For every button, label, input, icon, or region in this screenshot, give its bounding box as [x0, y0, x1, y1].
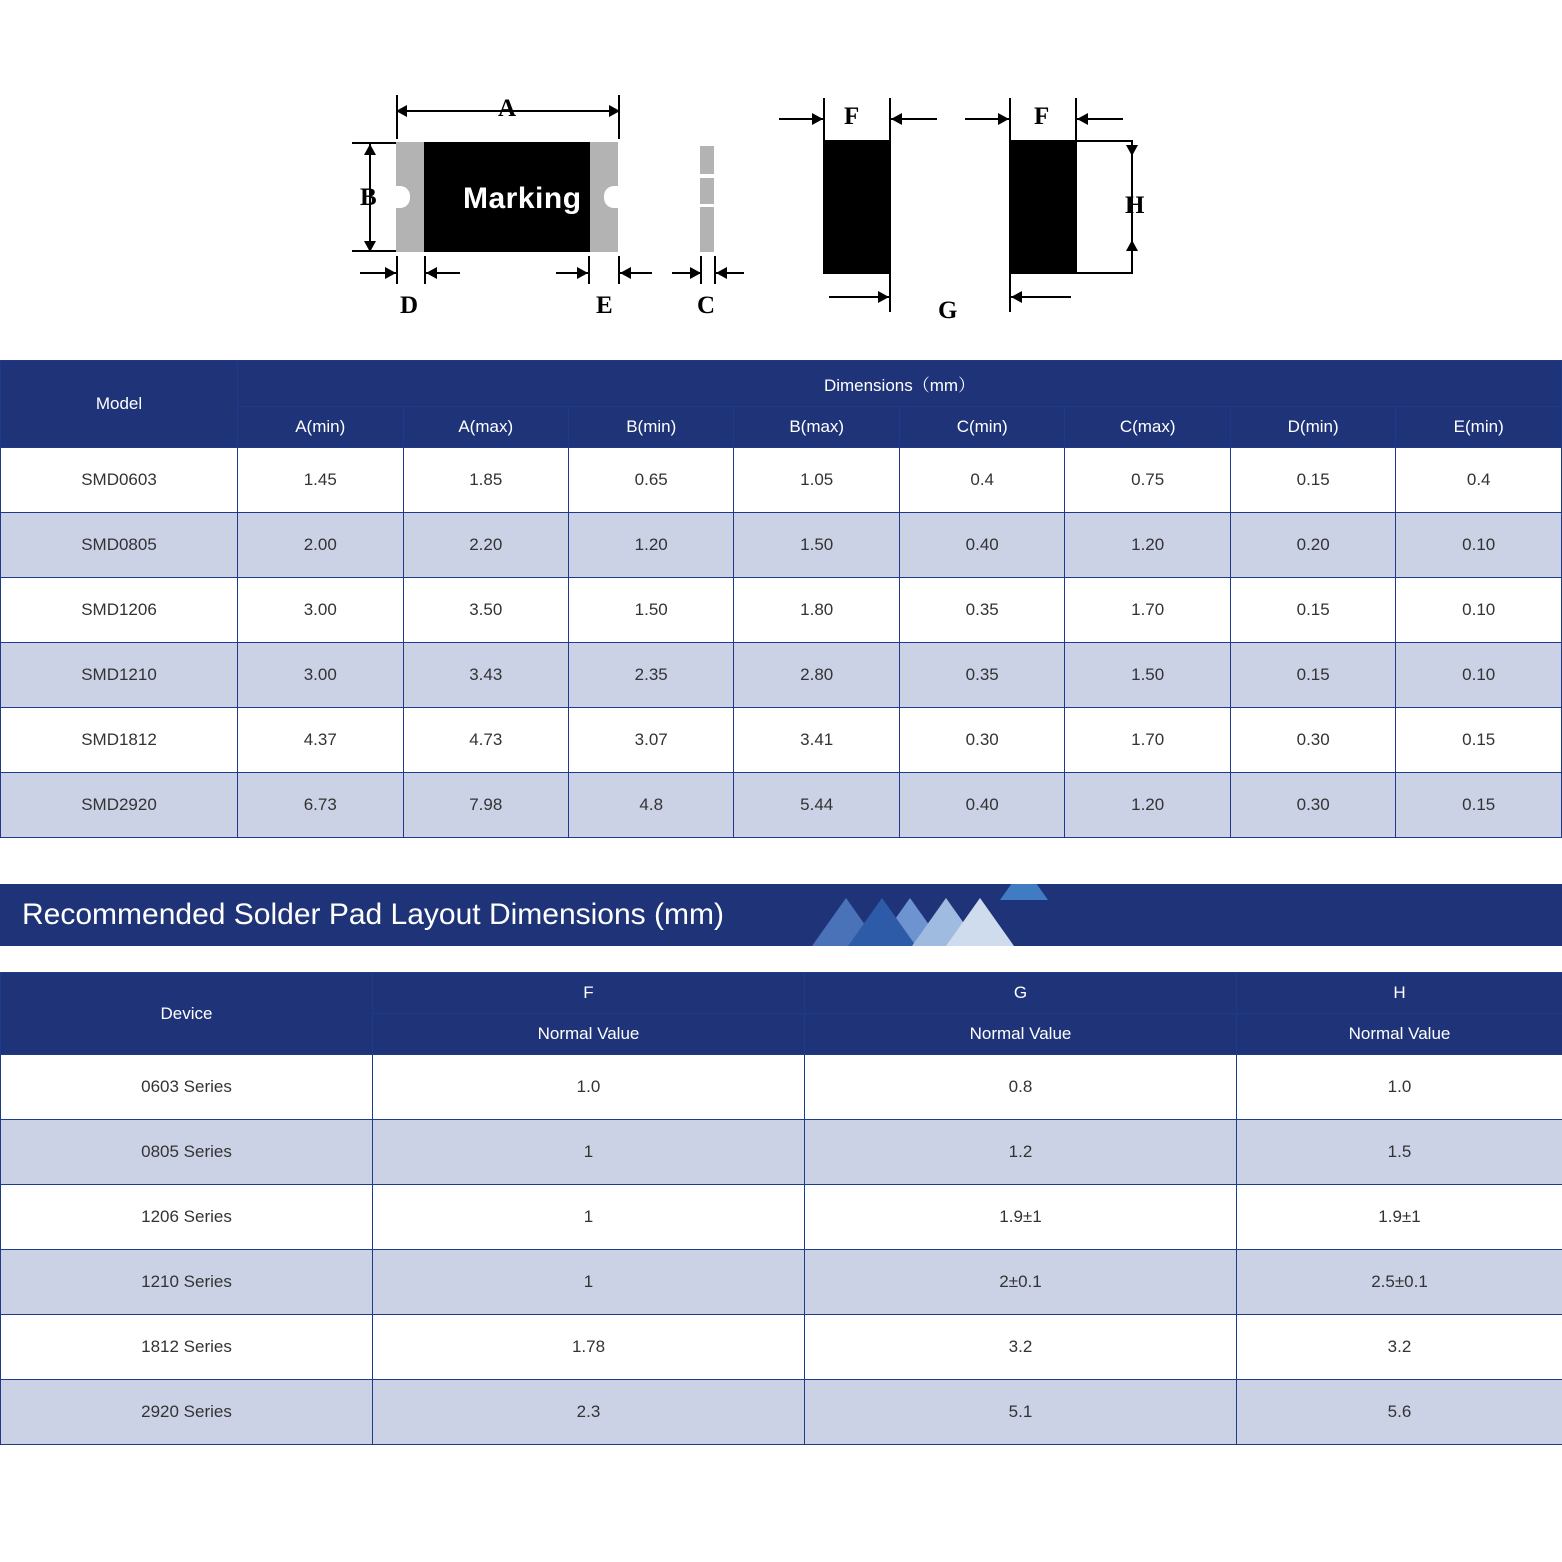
cell-value: 3.00 [238, 643, 403, 708]
cell-value: 2±0.1 [805, 1250, 1237, 1315]
th-d-min: D(min) [1230, 407, 1395, 448]
arrow-g-right-icon [878, 291, 889, 303]
th-c-min: C(min) [899, 407, 1064, 448]
cell-model: SMD1812 [1, 708, 238, 773]
package-drawing [0, 0, 1562, 360]
cell-device: 0805 Series [1, 1120, 373, 1185]
ext-line-g-left [889, 274, 891, 312]
cell-value: 1 [373, 1185, 805, 1250]
arrow-h-down-icon [1126, 145, 1138, 156]
cell-value: 0.65 [568, 448, 733, 513]
cell-value: 1.20 [1065, 773, 1230, 838]
spacer [0, 838, 1562, 884]
label-g: G [938, 297, 958, 324]
cell-value: 1.78 [373, 1315, 805, 1380]
cell-value: 1.70 [1065, 578, 1230, 643]
side-view-mid [700, 178, 714, 204]
cell-value: 0.10 [1396, 643, 1562, 708]
th-b-max: B(max) [734, 407, 899, 448]
cell-model: SMD1210 [1, 643, 238, 708]
cell-value: 1.2 [805, 1120, 1237, 1185]
th-model: Model [1, 361, 238, 448]
cell-value: 0.15 [1230, 643, 1395, 708]
cell-value: 3.2 [805, 1315, 1237, 1380]
arrow-f2-left-icon [1077, 113, 1088, 125]
cell-value: 1.50 [734, 513, 899, 578]
cell-model: SMD0603 [1, 448, 238, 513]
ext-line-h-top [1077, 140, 1133, 142]
cell-value: 1.50 [568, 578, 733, 643]
th-g-normal: Normal Value [805, 1014, 1237, 1055]
cell-device: 1206 Series [1, 1185, 373, 1250]
label-d: D [400, 292, 419, 319]
th-a-max: A(max) [403, 407, 568, 448]
solder-pad-left [823, 140, 891, 274]
cell-device: 0603 Series [1, 1055, 373, 1120]
side-view-top [700, 146, 714, 174]
table-row [1, 1315, 1562, 1380]
cell-value: 2.35 [568, 643, 733, 708]
ext-line-d-right [396, 256, 398, 284]
cell-value: 1.20 [1065, 513, 1230, 578]
arrow-b-up-icon [364, 144, 376, 155]
cell-value: 6.73 [238, 773, 403, 838]
table-row [1, 773, 1562, 838]
arrow-f1-left-icon [891, 113, 902, 125]
cell-value: 3.2 [1237, 1315, 1562, 1380]
table-row [1, 708, 1562, 773]
arrow-h-up-icon [1126, 240, 1138, 251]
ext-line-a-right [618, 95, 620, 139]
cell-value: 0.35 [899, 643, 1064, 708]
arrow-f1-right-icon [812, 113, 823, 125]
cell-value: 1 [373, 1120, 805, 1185]
cell-value: 0.15 [1396, 708, 1562, 773]
cell-value: 5.6 [1237, 1380, 1562, 1445]
cell-value: 5.44 [734, 773, 899, 838]
label-c: C [697, 292, 716, 319]
ext-line-h-bottom [1077, 272, 1133, 274]
cell-model: SMD2920 [1, 773, 238, 838]
cell-value: 0.15 [1396, 773, 1562, 838]
cell-value: 1.5 [1237, 1120, 1562, 1185]
cell-value: 1.9±1 [805, 1185, 1237, 1250]
cell-value: 0.10 [1396, 513, 1562, 578]
cell-value: 0.8 [805, 1055, 1237, 1120]
spacer [0, 946, 1562, 972]
deco-triangle-icon [1000, 884, 1048, 900]
table-row [1, 1250, 1562, 1315]
th-g: G [805, 973, 1237, 1014]
cell-value: 3.41 [734, 708, 899, 773]
cell-value: 0.4 [899, 448, 1064, 513]
arrow-d-right-icon [385, 267, 396, 279]
th-device: Device [1, 973, 373, 1055]
cell-value: 2.5±0.1 [1237, 1250, 1562, 1315]
section-title: Recommended Solder Pad Layout Dimensions (mm) [22, 898, 724, 931]
cell-value: 5.1 [805, 1380, 1237, 1445]
arrow-a-left-icon [396, 105, 407, 117]
arrow-b-down-icon [364, 241, 376, 252]
th-e-min: E(min) [1396, 407, 1562, 448]
arrow-c-right-icon [690, 267, 701, 279]
cell-value: 0.4 [1396, 448, 1562, 513]
arrow-f2-right-icon [998, 113, 1009, 125]
th-h: H [1237, 973, 1562, 1014]
cell-value: 2.3 [373, 1380, 805, 1445]
cell-value: 3.07 [568, 708, 733, 773]
cell-value: 7.98 [403, 773, 568, 838]
cell-value: 0.40 [899, 773, 1064, 838]
deco-triangle-icon [946, 898, 1014, 946]
table-row [1, 513, 1562, 578]
arrow-e-right-icon [577, 267, 588, 279]
th-dimensions: Dimensions（mm） [238, 361, 1562, 407]
arrow-e-left-icon [620, 267, 631, 279]
cell-model: SMD0805 [1, 513, 238, 578]
ext-line-a-left [396, 95, 398, 139]
solder-pad-right [1009, 140, 1077, 274]
cell-value: 3.43 [403, 643, 568, 708]
cell-value: 0.30 [1230, 773, 1395, 838]
cell-value: 4.73 [403, 708, 568, 773]
th-c-max: C(max) [1065, 407, 1230, 448]
arrow-d-left-icon [426, 267, 437, 279]
deco-triangle-icon [848, 898, 916, 946]
notch-right [604, 186, 618, 208]
th-f: F [373, 973, 805, 1014]
cell-value: 0.20 [1230, 513, 1395, 578]
arrow-a-right-icon [609, 105, 620, 117]
table-row [1, 1380, 1562, 1445]
cell-value: 4.8 [568, 773, 733, 838]
ext-line-e-left [588, 256, 590, 284]
label-f-right: F [1034, 103, 1050, 130]
th-a-min: A(min) [238, 407, 403, 448]
cell-value: 0.15 [1230, 578, 1395, 643]
table-row [1, 1120, 1562, 1185]
label-b: B [360, 184, 377, 211]
cell-device: 1812 Series [1, 1315, 373, 1380]
cell-value: 0.40 [899, 513, 1064, 578]
side-view-bottom [700, 207, 714, 252]
cell-value: 1.45 [238, 448, 403, 513]
table-row [1, 448, 1562, 513]
cell-device: 1210 Series [1, 1250, 373, 1315]
label-a: A [498, 95, 517, 122]
table-row [1, 1055, 1562, 1120]
cell-value: 1 [373, 1250, 805, 1315]
cell-value: 2.00 [238, 513, 403, 578]
th-b-min: B(min) [568, 407, 733, 448]
cell-value: 0.35 [899, 578, 1064, 643]
label-h: H [1125, 192, 1145, 219]
cell-value: 1.80 [734, 578, 899, 643]
cell-value: 1.05 [734, 448, 899, 513]
label-e: E [596, 292, 613, 319]
cell-value: 1.50 [1065, 643, 1230, 708]
cell-value: 0.15 [1230, 448, 1395, 513]
table-row [1, 578, 1562, 643]
label-f-left: F [844, 103, 860, 130]
arrow-g-left-icon [1011, 291, 1022, 303]
cell-value: 4.37 [238, 708, 403, 773]
cell-value: 3.00 [238, 578, 403, 643]
section-banner [0, 884, 1562, 946]
th-f-normal: Normal Value [373, 1014, 805, 1055]
cell-value: 0.75 [1065, 448, 1230, 513]
cell-value: 1.20 [568, 513, 733, 578]
cell-value: 0.30 [1230, 708, 1395, 773]
cell-value: 1.9±1 [1237, 1185, 1562, 1250]
cell-model: SMD1206 [1, 578, 238, 643]
cell-value: 1.0 [373, 1055, 805, 1120]
cell-value: 1.0 [1237, 1055, 1562, 1120]
dimensions-table [0, 360, 1562, 838]
cell-value: 2.20 [403, 513, 568, 578]
table-row [1, 643, 1562, 708]
cell-value: 3.50 [403, 578, 568, 643]
solder-pad-table [0, 972, 1562, 1445]
cell-value: 2.80 [734, 643, 899, 708]
arrow-c-left-icon [716, 267, 727, 279]
cell-value: 0.30 [899, 708, 1064, 773]
th-h-normal: Normal Value [1237, 1014, 1562, 1055]
table-row [1, 1185, 1562, 1250]
cell-value: 1.70 [1065, 708, 1230, 773]
cell-value: 0.10 [1396, 578, 1562, 643]
cell-device: 2920 Series [1, 1380, 373, 1445]
marking-text: Marking [463, 182, 582, 215]
cell-value: 1.85 [403, 448, 568, 513]
